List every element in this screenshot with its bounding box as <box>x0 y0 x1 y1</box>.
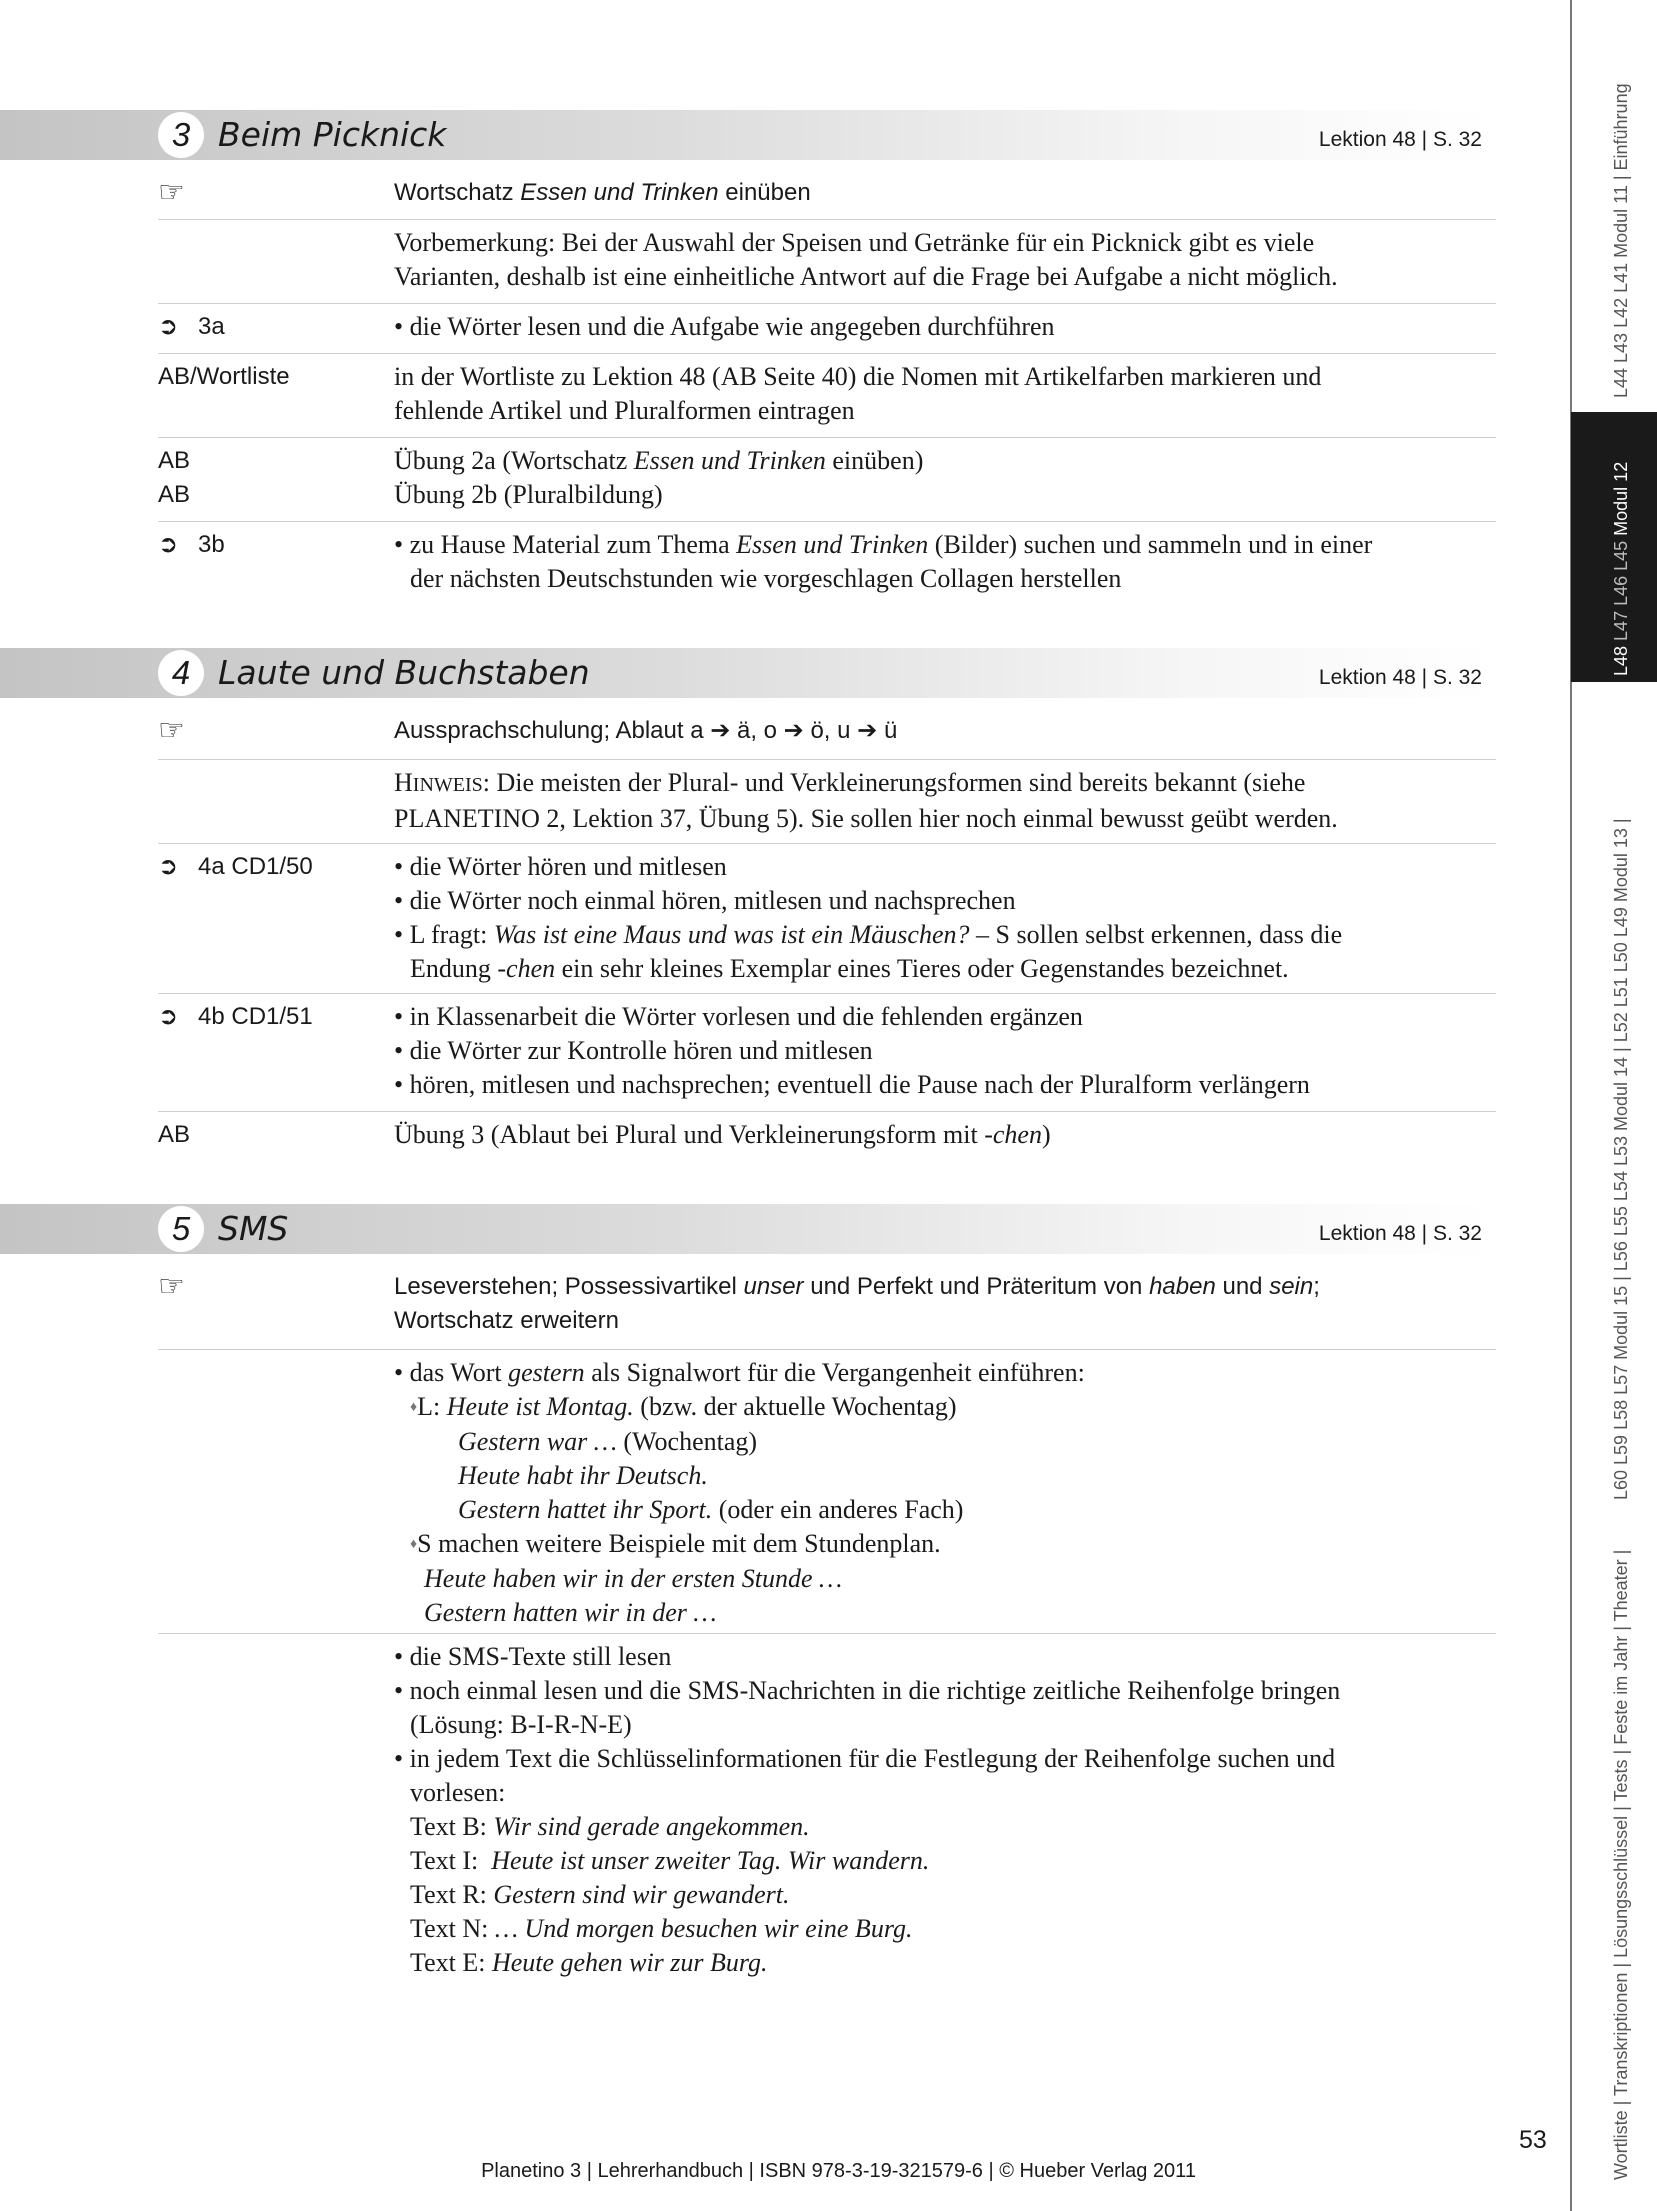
table-row <box>158 360 1496 438</box>
circle-arrow-icon: ➲ <box>158 853 179 880</box>
side-nav-appendix[interactable]: Wortliste | Transkriptionen | Lösungsschlüssel | Tests | Feste im Jahr | Theater | <box>1611 1549 1631 2180</box>
row-note: Vorbemerkung: Bei der Auswahl der Speisen und Getränke für ein Picknick gibt es viele Varianten, deshalb ist eine einheitliche Antwort auf die Frage bei Aufgabe a nicht möglich. <box>394 228 1338 291</box>
table-row <box>158 1356 1496 1634</box>
task-label: AB AB <box>158 447 191 508</box>
circle-arrow-icon: ➲ <box>158 313 179 340</box>
table-row <box>158 1000 1496 1112</box>
row-goal: Aussprachschulung; Ablaut a ➔ ä, o ➔ ö, u ➔ ü <box>394 717 898 744</box>
side-nav-modules-11-intro[interactable]: L44 L43 L42 L41 Modul 11 | Einführung <box>1611 83 1631 398</box>
footer: Planetino 3 | Lehrerhandbuch | ISBN 978-3-19-321579-6 | © Hueber Verlag 2011 <box>481 2160 1196 2182</box>
circle-arrow-icon: ➲ <box>158 531 179 558</box>
section-4-header <box>0 648 1490 698</box>
side-nav-divider <box>1570 0 1572 2211</box>
table-row <box>158 766 1496 844</box>
pointing-hand-icon: ☞ <box>158 1270 185 1303</box>
table-row <box>158 444 1496 522</box>
row-instructions: Übung 3 (Ablaut bei Plural und Verkleinerungsform mit -chen) <box>394 1120 1051 1149</box>
table-row <box>158 850 1496 994</box>
table-row <box>158 310 1496 354</box>
task-label: ➲ 4b CD1/51 <box>158 1000 313 1034</box>
task-label: ➲ 3b <box>158 528 225 562</box>
task-label: AB/Wortliste <box>158 363 290 390</box>
row-instructions: in der Wortliste zu Lektion 48 (AB Seite 40) die Nomen mit Artikelfarben markieren und fehlende Artikel und Pluralformen eintragen <box>394 362 1322 425</box>
table-row <box>158 1118 1496 1162</box>
page-number: 53 <box>1519 2126 1547 2154</box>
row-instructions: • in Klassenarbeit die Wörter vorlesen und die fehlenden ergänzen • die Wörter zur Kontrolle hören und mitlesen • hören, mitlesen und nachsprechen; eventuell die Pause nach der Pluralform verlängern <box>394 1002 1310 1099</box>
row-goal: Leseverstehen; Possessivartikel unser und Perfekt und Präteritum von haben und sein; Wortschatz erweitern <box>394 1273 1320 1334</box>
row-instructions: • die Wörter lesen und die Aufgabe wie angegeben durchführen <box>394 312 1055 341</box>
pointing-hand-icon: ☞ <box>158 714 185 747</box>
row-note: HINWEIS: Die meisten der Plural- und Verkleinerungsformen sind bereits bekannt (siehe PLANETINO 2, Lektion 37, Übung 5). Sie sollen hier noch einmal bewusst geübt werden. <box>394 768 1338 833</box>
table-row <box>158 1640 1496 1980</box>
lektion-ref: Lektion 48 | S. 32 <box>1318 128 1482 151</box>
row-instructions: • die Wörter hören und mitlesen • die Wörter noch einmal hören, mitlesen und nachsprechen • L fragt: Was ist eine Maus und was ist ein Mäuschen? – S sollen selbst erkennen, dass die Endung -chen ein sehr kleines Exemplar eines Tieres oder Gegenstandes bezeichnet. <box>394 852 1343 983</box>
row-instructions: • zu Hause Material zum Thema Essen und Trinken (Bilder) suchen und sammeln und in einer der nächsten Deutschstunden wie vorgeschlagen Collagen herstellen <box>394 530 1373 593</box>
lektion-ref: Lektion 48 | S. 32 <box>1318 1222 1482 1245</box>
row-instructions: • das Wort gestern als Signalwort für die Vergangenheit einführen: ♦L: Heute ist Montag. (bzw. der aktuelle Wochentag) Gestern war … (Wochentag) Heute habt ihr Deutsch. Gestern hattet ihr Sport. (oder ein anderes Fach) ♦S machen weitere Beispiele mit dem Stundenplan. Heute haben wir in der ersten Stunde … Gestern hatten wir in der … <box>394 1358 1085 1627</box>
row-instructions: Übung 2a (Wortschatz Essen und Trinken einüben) Übung 2b (Pluralbildung) <box>394 446 924 509</box>
lektion-ref: Lektion 48 | S. 32 <box>1318 666 1482 689</box>
pointing-hand-icon: ☞ <box>158 176 185 209</box>
section-3-header <box>0 110 1490 160</box>
task-label: ➲ 4a CD1/50 <box>158 850 313 884</box>
side-nav-modules-13-15[interactable]: L60 L59 L58 L57 Modul 15 | L56 L55 L54 L53 Modul 14 | L52 L51 L50 L49 Modul 13 | <box>1611 818 1631 1500</box>
section-title: SMS <box>218 1209 289 1248</box>
side-nav-module-12[interactable]: L48 L47 L46 L45 Modul 12 <box>1611 461 1631 676</box>
row-goal: Wortschatz Essen und Trinken einüben <box>394 179 811 206</box>
table-row <box>158 226 1496 304</box>
section-number: 5 <box>158 1206 204 1252</box>
circle-arrow-icon: ➲ <box>158 1003 179 1030</box>
section-title: Beim Picknick <box>218 115 447 154</box>
section-title: Laute und Buchstaben <box>218 653 590 692</box>
table-row <box>158 176 1496 220</box>
diamond-bullet-icon: ♦ <box>410 1537 418 1552</box>
row-instructions: • die SMS-Texte still lesen • noch einmal lesen und die SMS-Nachrichten in die richtige zeitliche Reihenfolge bringen (Lösung: B-I-R-N-E) • in jedem Text die Schlüsselinformationen für die Festlegung der Reihenfolge suchen und vorlesen: Text B: Wir sind gerade angekommen. Text I: Heute ist unser zweiter Tag. Wir wandern. Text R: Gestern sind wir gewandert. Text N: … Und morgen besuchen wir eine Burg. Text E: Heute gehen wir zur Burg. <box>394 1642 1341 1977</box>
table-row <box>158 714 1496 760</box>
section-number: 4 <box>158 650 204 696</box>
table-row <box>158 528 1496 606</box>
section-number: 3 <box>158 112 204 158</box>
section-5-header <box>0 1204 1490 1254</box>
table-row <box>158 1270 1496 1350</box>
task-label: ➲ 3a <box>158 310 225 344</box>
task-label: AB <box>158 1121 191 1148</box>
diamond-bullet-icon: ♦ <box>410 1400 418 1415</box>
